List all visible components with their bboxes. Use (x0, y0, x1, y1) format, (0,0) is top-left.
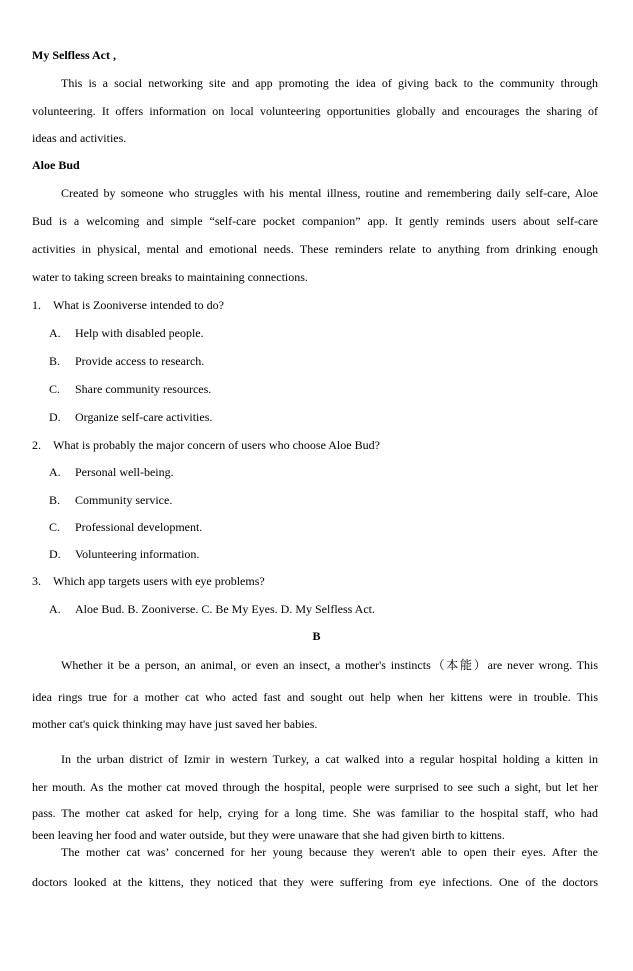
paragraph-line: activities in physical, mental and emotional needs. These reminders relate to anything from drinking enough (32, 242, 598, 256)
option-letter: A. (49, 602, 61, 616)
section-title-aloe-bud: Aloe Bud (32, 158, 80, 172)
paragraph-line: Whether it be a person, an animal, or even an insect, a mother's instincts（本能）are never wrong. This (61, 658, 598, 672)
question-text: Which app targets users with eye problems? (53, 574, 265, 588)
option-item (0, 493, 633, 507)
question-number: 1. (32, 298, 41, 312)
option-item (0, 382, 633, 396)
paragraph-line: doctors looked at the kittens, they noticed that they were suffering from eye infections. One of the doctors (32, 875, 598, 889)
section-title-my-selfless-act: My Selfless Act , (32, 48, 116, 62)
paragraph-line: Bud is a welcoming and simple “self-care pocket companion” app. It gently reminds users about self-care (32, 214, 598, 228)
paragraph-line: Created by someone who struggles with his mental illness, routine and remembering daily self-care, Aloe (61, 186, 598, 200)
option-letter: A. (49, 465, 61, 479)
option-item (0, 410, 633, 424)
option-text: Professional development. (75, 520, 203, 534)
option-text: Provide access to research. (75, 354, 205, 368)
option-item (0, 465, 633, 479)
paragraph-line: mother cat's quick thinking may have just saved her babies. (32, 717, 318, 731)
option-item (0, 354, 633, 368)
question-text: What is probably the major concern of users who choose Aloe Bud? (53, 438, 380, 452)
option-letter: A. (49, 326, 61, 340)
option-text: Personal well-being. (75, 465, 174, 479)
option-text: Aloe Bud. B. Zooniverse. C. Be My Eyes. D. My Selfless Act. (75, 602, 375, 616)
option-letter: B. (49, 354, 61, 368)
option-text: Community service. (75, 493, 173, 507)
option-letter: D. (49, 547, 61, 561)
paragraph-line: pass. The mother cat asked for help, crying for a long time. She was familiar to the hospital staff, who had (32, 806, 598, 820)
option-letter: D. (49, 410, 61, 424)
question-number: 2. (32, 438, 41, 452)
question-text: What is Zooniverse intended to do? (53, 298, 224, 312)
question-3 (0, 574, 633, 588)
question-2 (0, 438, 633, 452)
paragraph-line: been leaving her food and water outside, but they were unaware that she had given birth to kittens. (32, 828, 505, 842)
paragraph-line: idea rings true for a mother cat who acted fast and sought out help when her kittens were in trouble. This (32, 690, 598, 704)
question-number: 3. (32, 574, 41, 588)
paragraph-line: water to taking screen breaks to maintaining connections. (32, 270, 308, 284)
section-heading-b: B (312, 629, 321, 643)
paragraph-line: her mouth. As the mother cat moved through the hospital, people were surprised to see such a sight, but let her (32, 780, 598, 794)
option-text: Share community resources. (75, 382, 212, 396)
option-letter: C. (49, 382, 61, 396)
option-letter: B. (49, 493, 61, 507)
paragraph-line: volunteering. It offers information on local volunteering opportunities globally and encourages the sharing of (32, 104, 598, 118)
question-1 (0, 298, 633, 312)
option-item (0, 602, 633, 616)
option-item (0, 520, 633, 534)
option-text: Organize self-care activities. (75, 410, 213, 424)
paragraph-line: This is a social networking site and app promoting the idea of giving back to the community through (61, 76, 598, 90)
option-letter: C. (49, 520, 61, 534)
paragraph-line: ideas and activities. (32, 131, 127, 145)
option-text: Volunteering information. (75, 547, 200, 561)
option-item (0, 547, 633, 561)
paragraph-line: In the urban district of Izmir in western Turkey, a cat walked into a regular hospital holding a kitten in (61, 752, 598, 766)
paragraph-line: The mother cat was’ concerned for her young because they weren't able to open their eyes. After the (61, 845, 598, 859)
option-text: Help with disabled people. (75, 326, 204, 340)
option-item (0, 326, 633, 340)
